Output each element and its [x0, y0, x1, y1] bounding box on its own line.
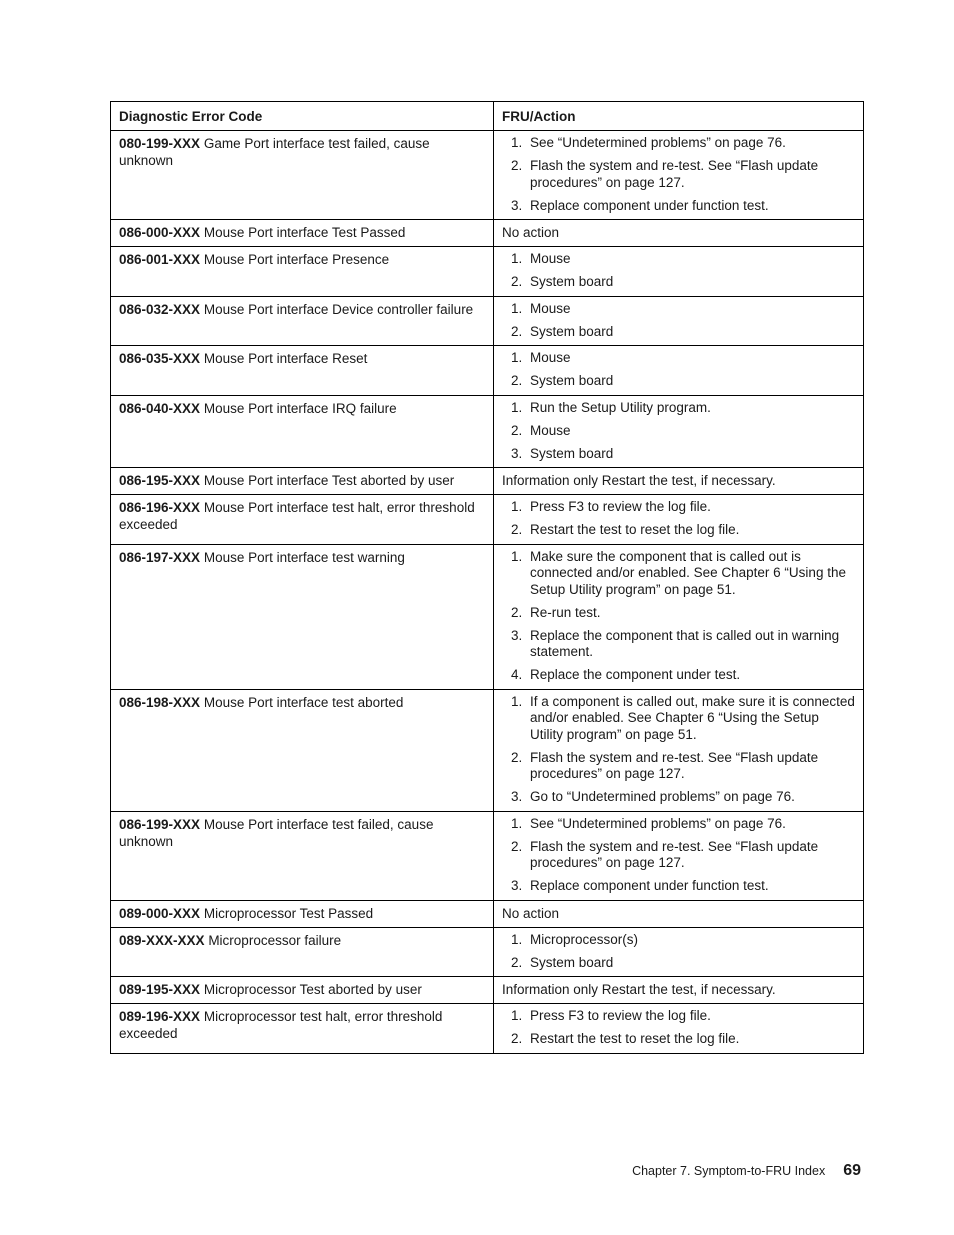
step-number: 1. [511, 135, 523, 150]
action-steps-list [502, 350, 855, 390]
error-code-cell [111, 346, 494, 396]
step-text: System board [530, 445, 614, 461]
error-code-cell [111, 296, 494, 346]
action-step [502, 750, 855, 783]
action-steps-list [502, 400, 855, 463]
table-row [111, 900, 864, 927]
action-step [502, 878, 855, 895]
fru-action-cell [494, 495, 864, 545]
action-step [502, 198, 855, 215]
table-row [111, 495, 864, 545]
error-code-cell [111, 495, 494, 545]
fru-action-cell [494, 468, 864, 495]
error-description: Mouse Port interface test warning [203, 549, 405, 565]
table-row [111, 977, 864, 1004]
error-code: 086-001-XXX [119, 252, 201, 267]
step-text: See “Undetermined problems” on page 76. [530, 135, 786, 150]
step-text: Mouse [530, 251, 571, 266]
step-text: If a component is called out, make sure it is connected and/or enabled. See Chapter 6 “Using the Setup Utility program” on page 51. [530, 693, 855, 742]
error-code-cell [111, 811, 494, 900]
page-number: 69 [843, 1162, 861, 1179]
table-row [111, 689, 864, 811]
action-step [502, 446, 855, 463]
action-steps-list [502, 694, 855, 806]
step-number: 3. [511, 627, 523, 643]
step-text: Make sure the component that is called out is connected and/or enabled. See Chapter 6 “Using the Setup Utility program” on page 51. [530, 548, 846, 597]
step-number: 2. [511, 604, 523, 620]
error-code-cell [111, 395, 494, 468]
step-number: 1. [511, 693, 523, 709]
action-step [502, 1008, 855, 1025]
action-step [502, 549, 855, 599]
action-step [502, 667, 855, 684]
action-step [502, 628, 855, 661]
fru-action-cell [494, 220, 864, 247]
error-description: Microprocessor failure [208, 932, 342, 948]
action-step [502, 1031, 855, 1048]
footer-chapter-title: Chapter 7. Symptom-to-FRU Index [632, 1164, 826, 1178]
error-description: Mouse Port interface IRQ failure [203, 400, 397, 416]
error-description: Microprocessor test halt, error threshold exceeded [119, 1009, 443, 1041]
error-code: 086-032-XXX [119, 301, 201, 317]
step-text: Flash the system and re-test. See “Flash update procedures” on page 127. [530, 838, 819, 870]
action-text: No action [502, 225, 560, 240]
step-text: Replace the component that is called out in warning statement. [530, 627, 840, 659]
step-text: Replace component under function test. [530, 878, 769, 893]
table-row [111, 346, 864, 396]
error-code: 089-000-XXX [119, 905, 201, 921]
error-description: Microprocessor Test aborted by user [203, 982, 422, 997]
header-fru-action: FRU/Action [494, 102, 864, 131]
step-number: 2. [511, 274, 523, 289]
step-number: 1. [511, 251, 523, 266]
step-text: Press F3 to review the log file. [530, 1008, 711, 1023]
step-number: 2. [511, 323, 523, 339]
action-steps-list [502, 135, 855, 214]
step-number: 3. [511, 789, 523, 804]
error-description: Mouse Port interface Presence [203, 252, 390, 267]
step-text: Re-run test. [530, 604, 601, 620]
error-code: 086-195-XXX [119, 473, 201, 488]
step-text: Replace component under function test. [530, 197, 769, 213]
fru-action-cell [494, 296, 864, 346]
step-text: System board [530, 323, 614, 339]
action-steps-list [502, 499, 855, 539]
error-code-cell [111, 900, 494, 927]
error-code-cell [111, 468, 494, 495]
step-number: 2. [511, 749, 523, 765]
action-step [502, 789, 855, 806]
action-steps-list [502, 301, 855, 341]
error-description: Mouse Port interface Device controller failure [203, 301, 474, 317]
step-number: 2. [511, 838, 523, 854]
fru-action-cell [494, 977, 864, 1004]
error-description: Mouse Port interface test halt, error threshold exceeded [119, 500, 475, 532]
step-text: Restart the test to reset the log file. [530, 1031, 740, 1046]
step-text: Mouse [530, 300, 571, 316]
step-number: 2. [511, 954, 523, 970]
error-code-cell [111, 977, 494, 1004]
action-step [502, 251, 855, 268]
step-text: Restart the test to reset the log file. [530, 522, 740, 537]
table-row [111, 468, 864, 495]
error-code-cell [111, 220, 494, 247]
action-step [502, 423, 855, 440]
step-text: Go to “Undetermined problems” on page 76. [530, 789, 795, 804]
fru-action-cell [494, 1004, 864, 1054]
step-number: 1. [511, 1008, 523, 1023]
step-number: 2. [511, 1031, 523, 1046]
error-description: Mouse Port interface test aborted [203, 694, 404, 710]
action-steps-list [502, 932, 855, 972]
fru-action-cell [494, 927, 864, 977]
error-code: 086-040-XXX [119, 400, 201, 416]
error-code: 089-196-XXX [119, 1009, 201, 1024]
step-number: 1. [511, 548, 523, 564]
step-number: 2. [511, 158, 523, 173]
table-row [111, 131, 864, 220]
error-description: Mouse Port interface Test Passed [203, 225, 406, 240]
fru-action-cell [494, 900, 864, 927]
page-footer [632, 1162, 861, 1180]
step-text: Run the Setup Utility program. [530, 399, 711, 415]
fru-action-cell [494, 689, 864, 811]
table-row [111, 811, 864, 900]
step-number: 1. [511, 499, 523, 514]
table-row [111, 296, 864, 346]
action-steps-list [502, 816, 855, 895]
error-code: 086-000-XXX [119, 225, 201, 240]
step-text: System board [530, 373, 614, 388]
table-row [111, 247, 864, 297]
step-number: 4. [511, 667, 523, 682]
error-description: Mouse Port interface Reset [203, 351, 368, 366]
action-step [502, 499, 855, 516]
action-step [502, 955, 855, 972]
action-text: Information only Restart the test, if necessary. [502, 473, 776, 488]
error-code: 089-XXX-XXX [119, 932, 205, 948]
table-header-row [111, 102, 864, 131]
fru-action-cell [494, 544, 864, 689]
table-row [111, 1004, 864, 1054]
step-text: Replace the component under test. [530, 667, 741, 682]
error-code: 080-199-XXX [119, 136, 201, 151]
error-code-cell [111, 927, 494, 977]
error-code: 086-196-XXX [119, 500, 201, 515]
action-step [502, 839, 855, 872]
action-text: No action [502, 905, 560, 921]
step-text: Flash the system and re-test. See “Flash update procedures” on page 127. [530, 158, 819, 190]
action-step [502, 605, 855, 622]
step-number: 2. [511, 522, 523, 537]
action-steps-list [502, 251, 855, 291]
step-number: 2. [511, 373, 523, 388]
action-step [502, 274, 855, 291]
table-row [111, 395, 864, 468]
action-step [502, 135, 855, 152]
step-text: System board [530, 274, 614, 289]
fru-action-cell [494, 131, 864, 220]
table-row [111, 220, 864, 247]
fru-action-cell [494, 247, 864, 297]
fru-action-cell [494, 346, 864, 396]
action-steps-list [502, 1008, 855, 1048]
step-number: 1. [511, 399, 523, 415]
table-body [111, 131, 864, 1054]
step-text: System board [530, 954, 614, 970]
action-step [502, 301, 855, 318]
action-step [502, 694, 855, 744]
error-code-cell [111, 1004, 494, 1054]
fru-action-cell [494, 395, 864, 468]
error-description: Microprocessor Test Passed [203, 905, 374, 921]
step-text: Flash the system and re-test. See “Flash update procedures” on page 127. [530, 749, 819, 781]
action-text: Information only Restart the test, if necessary. [502, 982, 776, 997]
step-number: 1. [511, 350, 523, 365]
error-code-cell [111, 247, 494, 297]
table-row [111, 927, 864, 977]
step-text: Press F3 to review the log file. [530, 499, 711, 514]
action-steps-list [502, 549, 855, 684]
action-step [502, 522, 855, 539]
fru-action-cell [494, 811, 864, 900]
step-number: 3. [511, 197, 523, 213]
error-description: Game Port interface test failed, cause unknown [119, 136, 430, 168]
step-number: 1. [511, 300, 523, 316]
header-diagnostic-error-code: Diagnostic Error Code [111, 102, 494, 131]
action-step [502, 350, 855, 367]
action-step [502, 373, 855, 390]
error-code-cell [111, 544, 494, 689]
step-text: See “Undetermined problems” on page 76. [530, 815, 786, 831]
error-code-cell [111, 131, 494, 220]
error-code-table [110, 101, 864, 1054]
error-description: Mouse Port interface Test aborted by user [203, 473, 455, 488]
error-code: 086-035-XXX [119, 351, 201, 366]
step-text: Mouse [530, 422, 571, 438]
step-number: 2. [511, 422, 523, 438]
action-step [502, 158, 855, 191]
action-step [502, 932, 855, 949]
error-code: 086-197-XXX [119, 549, 201, 565]
action-step [502, 816, 855, 833]
error-description: Mouse Port interface test failed, cause unknown [119, 816, 434, 849]
action-step [502, 324, 855, 341]
step-number: 3. [511, 445, 523, 461]
step-number: 1. [511, 931, 523, 947]
error-code-cell [111, 689, 494, 811]
error-code: 086-198-XXX [119, 694, 201, 710]
error-code-table-wrapper [110, 101, 863, 1054]
table-row [111, 544, 864, 689]
action-step [502, 400, 855, 417]
step-text: Mouse [530, 350, 571, 365]
step-number: 1. [511, 815, 523, 831]
step-number: 3. [511, 878, 523, 893]
error-code: 089-195-XXX [119, 982, 201, 997]
error-code: 086-199-XXX [119, 816, 201, 832]
step-text: Microprocessor(s) [530, 931, 639, 947]
